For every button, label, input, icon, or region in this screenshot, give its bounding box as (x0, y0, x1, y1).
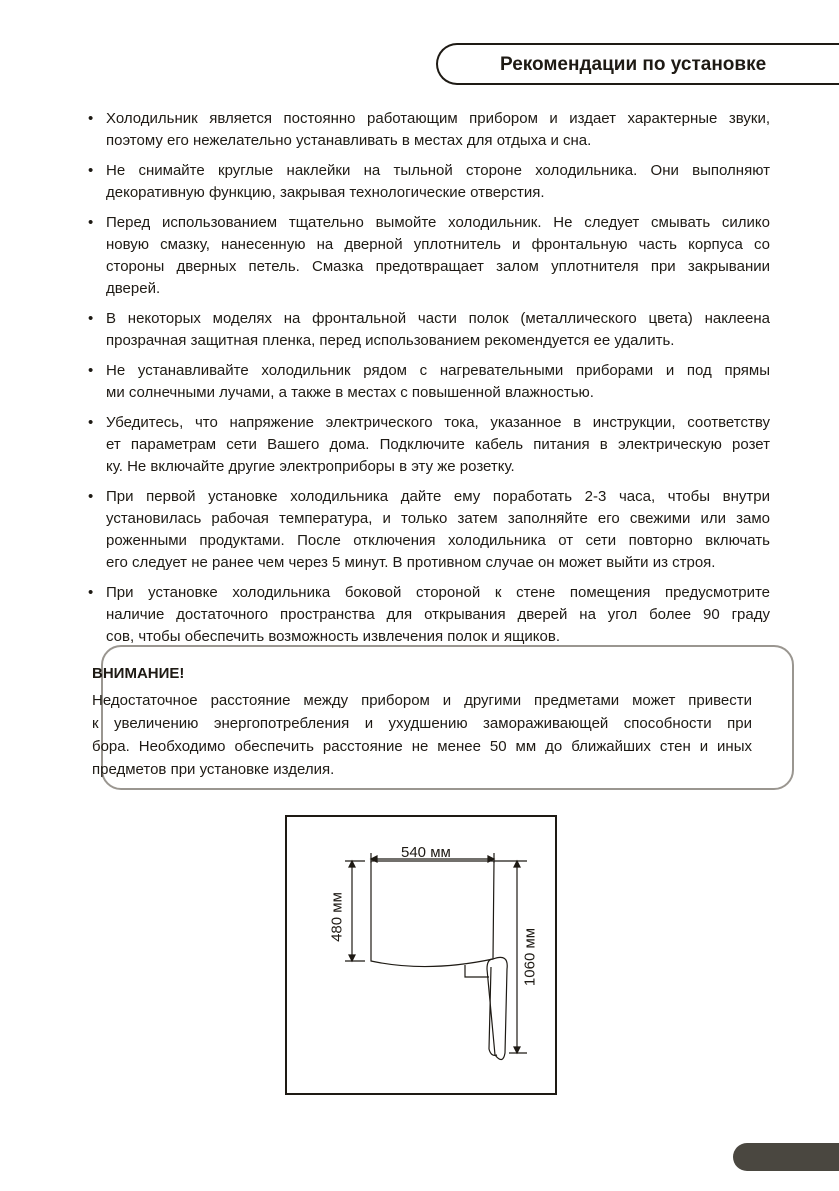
warning-line: бора. Необходимо обеспечить расстояние не менее 50 мм до ближайших стен и иных (92, 738, 752, 755)
bullet-icon: • (88, 488, 94, 505)
depth-dimension-label: 480 мм (328, 892, 346, 942)
text-line: установилась рабочая температура, и только затем заполняйте его свежими или замо (106, 510, 770, 527)
text-line: Перед использованием тщательно вымойте холодильник. Не следует смывать силико (106, 214, 770, 231)
list-item (88, 412, 770, 478)
text-line: поэтому его нежелательно устанавливать в местах для отдыха и сна. (106, 132, 592, 149)
list-item (88, 160, 770, 204)
text-line: Не снимайте круглые наклейки на тыльной стороне холодильника. Они выполняют (106, 162, 770, 179)
text-line: новую смазку, нанесенную на дверной уплотнитель и фронтальную часть корпуса со (106, 236, 770, 253)
recommendations-list (88, 108, 770, 656)
list-item (88, 308, 770, 352)
warning-line: Недостаточное расстояние между прибором и другими предметами может привести (92, 692, 752, 709)
list-item (88, 582, 770, 648)
text-line: ет параметрам сети Вашего дома. Подключите кабель питания в электрическую розет (106, 436, 770, 453)
text-line: сов, чтобы обеспечить возможность извлечения полок и ящиков. (106, 628, 560, 645)
bullet-icon: • (88, 110, 94, 127)
text-line: роженными продуктами. После отключения холодильника от сети повторно включать (106, 532, 770, 549)
list-item (88, 486, 770, 574)
installation-diagram (285, 815, 557, 1095)
text-line: декоративную функцию, закрывая технологические отверстия. (106, 184, 545, 201)
section-title: Рекомендации по установке (500, 54, 767, 75)
text-line: При первой установке холодильника дайте ему поработать 2-3 часа, чтобы внутри (106, 488, 770, 505)
list-item (88, 360, 770, 404)
list-item (88, 108, 770, 152)
bullet-icon: • (88, 362, 94, 379)
text-line: ми солнечными лучами, а также в местах с повышенной влажностью. (106, 384, 594, 401)
bullet-icon: • (88, 310, 94, 327)
warning-line: предметов при установке изделия. (92, 761, 335, 778)
open-depth-dimension-label: 1060 мм (521, 927, 539, 987)
text-line: его следует не ранее чем через 5 минут. В противном случае он может выйти из строя. (106, 554, 716, 571)
text-line: При установке холодильника боковой стороной к стене помещения предусмотрите (106, 584, 770, 601)
text-line: Убедитесь, что напряжение электрического тока, указанное в инструкции, соответству (106, 414, 770, 431)
text-line: В некоторых моделях на фронтальной части полок (металлического цвета) наклеена (106, 310, 770, 327)
text-line: дверей. (106, 280, 161, 297)
bullet-icon: • (88, 214, 94, 231)
section-header (436, 43, 839, 85)
text-line: Не устанавливайте холодильник рядом с нагревательными приборами и под прямы (106, 362, 770, 379)
hinge (465, 965, 489, 977)
text-line: Холодильник является постоянно работающим прибором и издает характерные звуки, (106, 110, 770, 127)
warning-text (92, 689, 752, 781)
list-item (88, 212, 770, 300)
width-dimension-label: 540 мм (401, 844, 451, 861)
warning-line: к увеличению энергопотребления и ухудшению замораживающей способности при (92, 715, 752, 732)
text-line: прозрачная защитная пленка, перед использованием рекомендуется ее удалить. (106, 332, 675, 349)
warning-title: ВНИМАНИЕ! (92, 665, 185, 682)
warning-box (92, 645, 794, 790)
text-line: ку. Не включайте другие электроприборы в эту же розетку. (106, 458, 515, 475)
text-line: наличие достаточного пространства для открывания дверей на угол более 90 граду (106, 606, 770, 623)
bullet-icon: • (88, 584, 94, 601)
bullet-icon: • (88, 162, 94, 179)
bullet-icon: • (88, 414, 94, 431)
page-number-tab (733, 1143, 839, 1171)
fridge-body (371, 861, 494, 967)
text-line: стороны дверных петель. Смазка предотвращает залом уплотнителя при закрывании (106, 258, 770, 275)
